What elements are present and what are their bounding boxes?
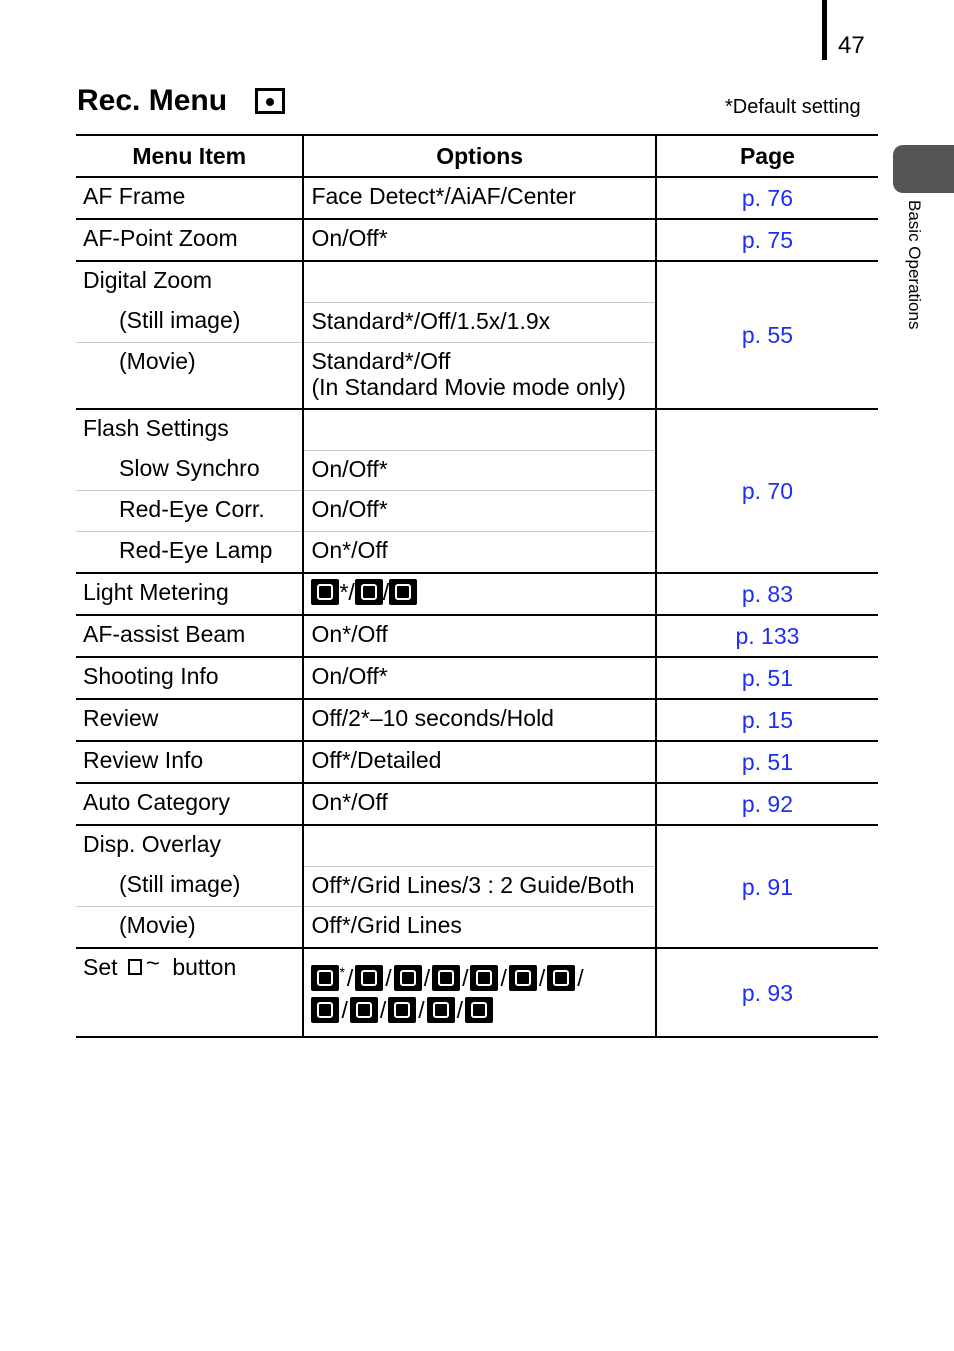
page-link[interactable]: p. 15 — [656, 699, 878, 741]
page-link[interactable]: p. 133 — [656, 615, 878, 657]
sub-item: Slow Synchro — [76, 450, 303, 491]
menu-item: Light Metering — [76, 573, 303, 615]
options: On/Off* — [303, 450, 655, 491]
table-row — [76, 177, 878, 219]
table-row — [76, 261, 878, 302]
options: Off/2*–10 seconds/Hold — [303, 699, 655, 741]
sub-item: (Movie) — [76, 907, 303, 949]
page-link[interactable]: p. 93 — [656, 948, 878, 1037]
separator: / — [382, 579, 390, 605]
page-link[interactable]: p. 51 — [656, 741, 878, 783]
face-select-icon — [355, 965, 383, 991]
page-title: Rec. Menu — [77, 84, 228, 117]
page-link[interactable]: p. 51 — [656, 657, 878, 699]
metering-icon — [388, 997, 416, 1023]
page-number: 47 — [838, 32, 865, 59]
rec-menu-table — [76, 134, 878, 1038]
options: */ / / / / / / / / / / — [303, 948, 655, 1037]
table-row — [76, 699, 878, 741]
menu-item: Review Info — [76, 741, 303, 783]
page-link[interactable]: p. 92 — [656, 783, 878, 825]
page-link[interactable]: p. 75 — [656, 219, 878, 261]
table-row — [76, 741, 878, 783]
page-link[interactable]: p. 91 — [656, 825, 878, 948]
menu-item: AF Frame — [76, 177, 303, 219]
sub-item: (Still image) — [76, 302, 303, 343]
header-options: Options — [303, 135, 655, 177]
options: Standard*/Off/1.5x/1.9x — [303, 302, 655, 343]
red-eye-correction-icon — [547, 965, 575, 991]
center-weighted-metering-icon — [355, 579, 383, 605]
options: On*/Off — [303, 615, 655, 657]
menu-item: Review — [76, 699, 303, 741]
iso-icon — [432, 965, 460, 991]
menu-item: Flash Settings — [83, 415, 229, 441]
white-balance-icon — [470, 965, 498, 991]
table-row — [76, 615, 878, 657]
evaluative-metering-icon — [311, 579, 339, 605]
sub-item: Red-Eye Lamp — [76, 532, 303, 574]
page-link[interactable]: p. 70 — [656, 409, 878, 573]
menu-item: AF-Point Zoom — [76, 219, 303, 261]
menu-item: Digital Zoom — [83, 267, 213, 293]
options: Off*/Detailed — [303, 741, 655, 783]
print-share-icon — [124, 957, 166, 977]
menu-item: Disp. Overlay — [83, 831, 222, 857]
options: Off*/Grid Lines — [303, 907, 655, 949]
sub-item: Red-Eye Corr. — [76, 491, 303, 532]
options — [303, 261, 655, 302]
options: On*/Off — [303, 532, 655, 574]
tele-converter-icon — [311, 997, 339, 1023]
camera-mode-icon — [255, 88, 285, 114]
menu-item: AF-assist Beam — [76, 615, 303, 657]
separator: / — [348, 579, 355, 605]
table-row — [76, 219, 878, 261]
page-edge-bar — [822, 0, 827, 60]
exposure-compensation-icon — [394, 965, 422, 991]
header-menu-item: Menu Item — [76, 135, 303, 177]
options-line: (In Standard Movie mode only) — [311, 374, 626, 400]
default-setting-note: *Default setting — [725, 96, 861, 118]
menu-item: Auto Category — [76, 783, 303, 825]
page-link[interactable]: p. 55 — [656, 261, 878, 409]
options — [303, 343, 655, 410]
options: Face Detect*/AiAF/Center — [303, 177, 655, 219]
table-row — [76, 409, 878, 450]
options: On/Off* — [303, 491, 655, 532]
chapter-tab — [893, 145, 954, 193]
options-line: Standard*/Off — [311, 348, 451, 374]
options — [303, 573, 655, 615]
default-star: * — [339, 579, 349, 605]
page-link[interactable]: p. 76 — [656, 177, 878, 219]
options — [303, 409, 655, 450]
options: Off*/Grid Lines/3 : 2 Guide/Both — [303, 866, 655, 907]
table-row — [76, 825, 878, 866]
sub-item: (Movie) — [76, 343, 303, 410]
table-row — [76, 657, 878, 699]
table-row — [76, 573, 878, 615]
options: On/Off* — [303, 219, 655, 261]
menu-item — [76, 948, 303, 1037]
table-row — [76, 948, 878, 1037]
header-page: Page — [656, 135, 878, 177]
options — [303, 825, 655, 866]
item-text: button — [172, 954, 237, 980]
sub-item: (Still image) — [76, 866, 303, 907]
table-row — [76, 783, 878, 825]
menu-item: Shooting Info — [76, 657, 303, 699]
display-overlay-icon — [427, 997, 455, 1023]
options: On*/Off — [303, 783, 655, 825]
chapter-label: Basic Operations — [905, 200, 924, 330]
spot-metering-icon — [389, 579, 417, 605]
default-star: * — [339, 964, 345, 980]
grid-lines-icon — [350, 997, 378, 1023]
custom-white-balance-icon — [509, 965, 537, 991]
options: On/Off* — [303, 657, 655, 699]
item-text: Set — [83, 954, 118, 980]
display-off-icon — [465, 997, 493, 1023]
not-assigned-icon — [311, 965, 339, 991]
page-link[interactable]: p. 83 — [656, 573, 878, 615]
